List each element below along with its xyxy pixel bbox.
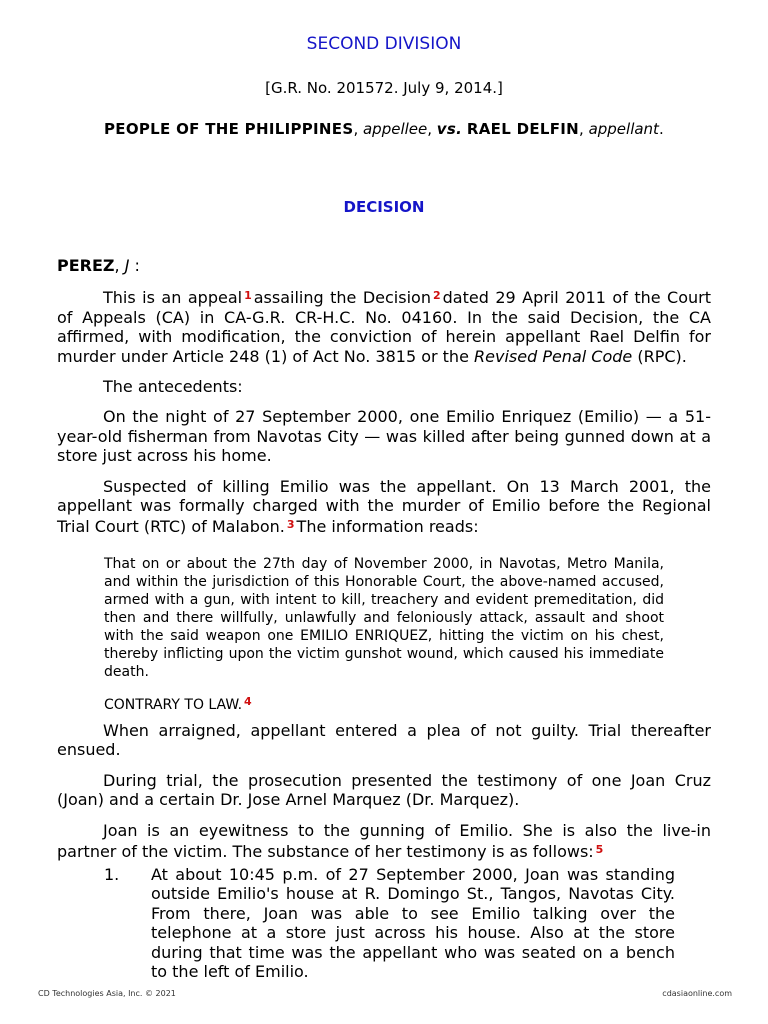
- footnote-link[interactable]: 5: [595, 843, 604, 857]
- ponente-name: PEREZ: [57, 256, 115, 275]
- list-text: At about 10:45 p.m. of 27 September 2000, Joan was standing outside Emilio's house at R. Domingo St., Tangos, Navotas City. From there, Joan was able to see Emilio talking over the telephone at a store just across his house. Also at the store during that time was the appellant who was seated on a bench to the left of Emilio.: [151, 865, 675, 982]
- party-appellant-role: appellant: [588, 120, 659, 138]
- footer-site-link[interactable]: cdasiaonline.com: [662, 989, 732, 998]
- party-appellant: RAEL DELFIN: [466, 120, 580, 138]
- ponente-line: PEREZ, J :: [57, 256, 140, 275]
- decision-body-continued: [57, 721, 711, 872]
- decision-body: [57, 256, 711, 548]
- footnote-link[interactable]: 1: [244, 289, 252, 303]
- paragraph-facts: On the night of 27 September 2000, one Emilio Enriquez (Emilio) — a 51-year-old fisherman from Navotas City — was killed after being gunned down at a store just across his home.: [57, 407, 711, 466]
- information-quote: [104, 555, 664, 726]
- division-heading: SECOND DIVISION: [306, 34, 462, 54]
- list-number: 1.: [104, 865, 120, 884]
- paragraph-appeal: This is an appeal $^1$ assailing the Decision $^2$ dated 29 April 2011 of the Court of Appeals (CA) in CA-G.R. CR-H.C. No. 04160. In the said Decision, the CA affirmed, with modification, the conviction of herein appellant Rael Delfin for murder under Article 248 (1) of Act No. 3815 or the Revised Penal Code (RPC).: [57, 288, 711, 366]
- paragraph-antecedents: The antecedents:: [103, 377, 243, 397]
- case-parties: PEOPLE OF THE PHILIPPINES, appellee, vs. RAEL DELFIN, appellant.: [104, 120, 664, 138]
- footnote-link[interactable]: 4: [244, 695, 252, 708]
- paragraph-arraignment: When arraigned, appellant entered a plea of not guilty. Trial thereafter ensued.: [57, 721, 711, 760]
- testimony-list: [104, 865, 675, 981]
- quote-text: That on or about the 27th day of November 2000, in Navotas, Metro Manila, and within the jurisdiction of this Honorable Court, the above-named accused, armed with a gun, with intent to kill, treachery and evident premeditation, did then and there willfully, unlawfully and feloniously attack, assault and shoot with the said weapon one EMILIO ENRIQUEZ, hitting the victim on his chest, thereby inflicting upon the victim gunshot wound, which caused his immediate death.: [104, 556, 664, 680]
- list-item: [104, 865, 675, 981]
- versus: vs.: [436, 120, 463, 138]
- paragraph-charge: Suspected of killing Emilio was the appellant. On 13 March 2001, the appellant was formally charged with the murder of Emilio before the Regional Trial Court (RTC) of Malabon. $^3$ The information reads:: [57, 476, 711, 537]
- party-appellee-role: appellee: [362, 120, 428, 138]
- decision-title: DECISION: [343, 198, 425, 216]
- paragraph-trial: During trial, the prosecution presented the testimony of one Joan Cruz (Joan) and a certain Dr. Jose Arnel Marquez (Dr. Marquez).: [57, 770, 711, 810]
- ponente-title: J: [124, 256, 130, 275]
- party-appellee: PEOPLE OF THE PHILIPPINES: [104, 120, 354, 138]
- footnote-link[interactable]: 3: [286, 518, 295, 532]
- footer-copyright: CD Technologies Asia, Inc. © 2021: [38, 989, 176, 998]
- paragraph-eyewitness: Joan is an eyewitness to the gunning of Emilio. She is also the live-in partner of the victim. The substance of her testimony is as follows: $^5$: [57, 820, 711, 862]
- quote-closing: CONTRARY TO LAW. $^4$: [104, 695, 252, 713]
- footnote-link[interactable]: 2: [432, 289, 441, 303]
- case-number: [G.R. No. 201572. July 9, 2014.]: [265, 79, 503, 97]
